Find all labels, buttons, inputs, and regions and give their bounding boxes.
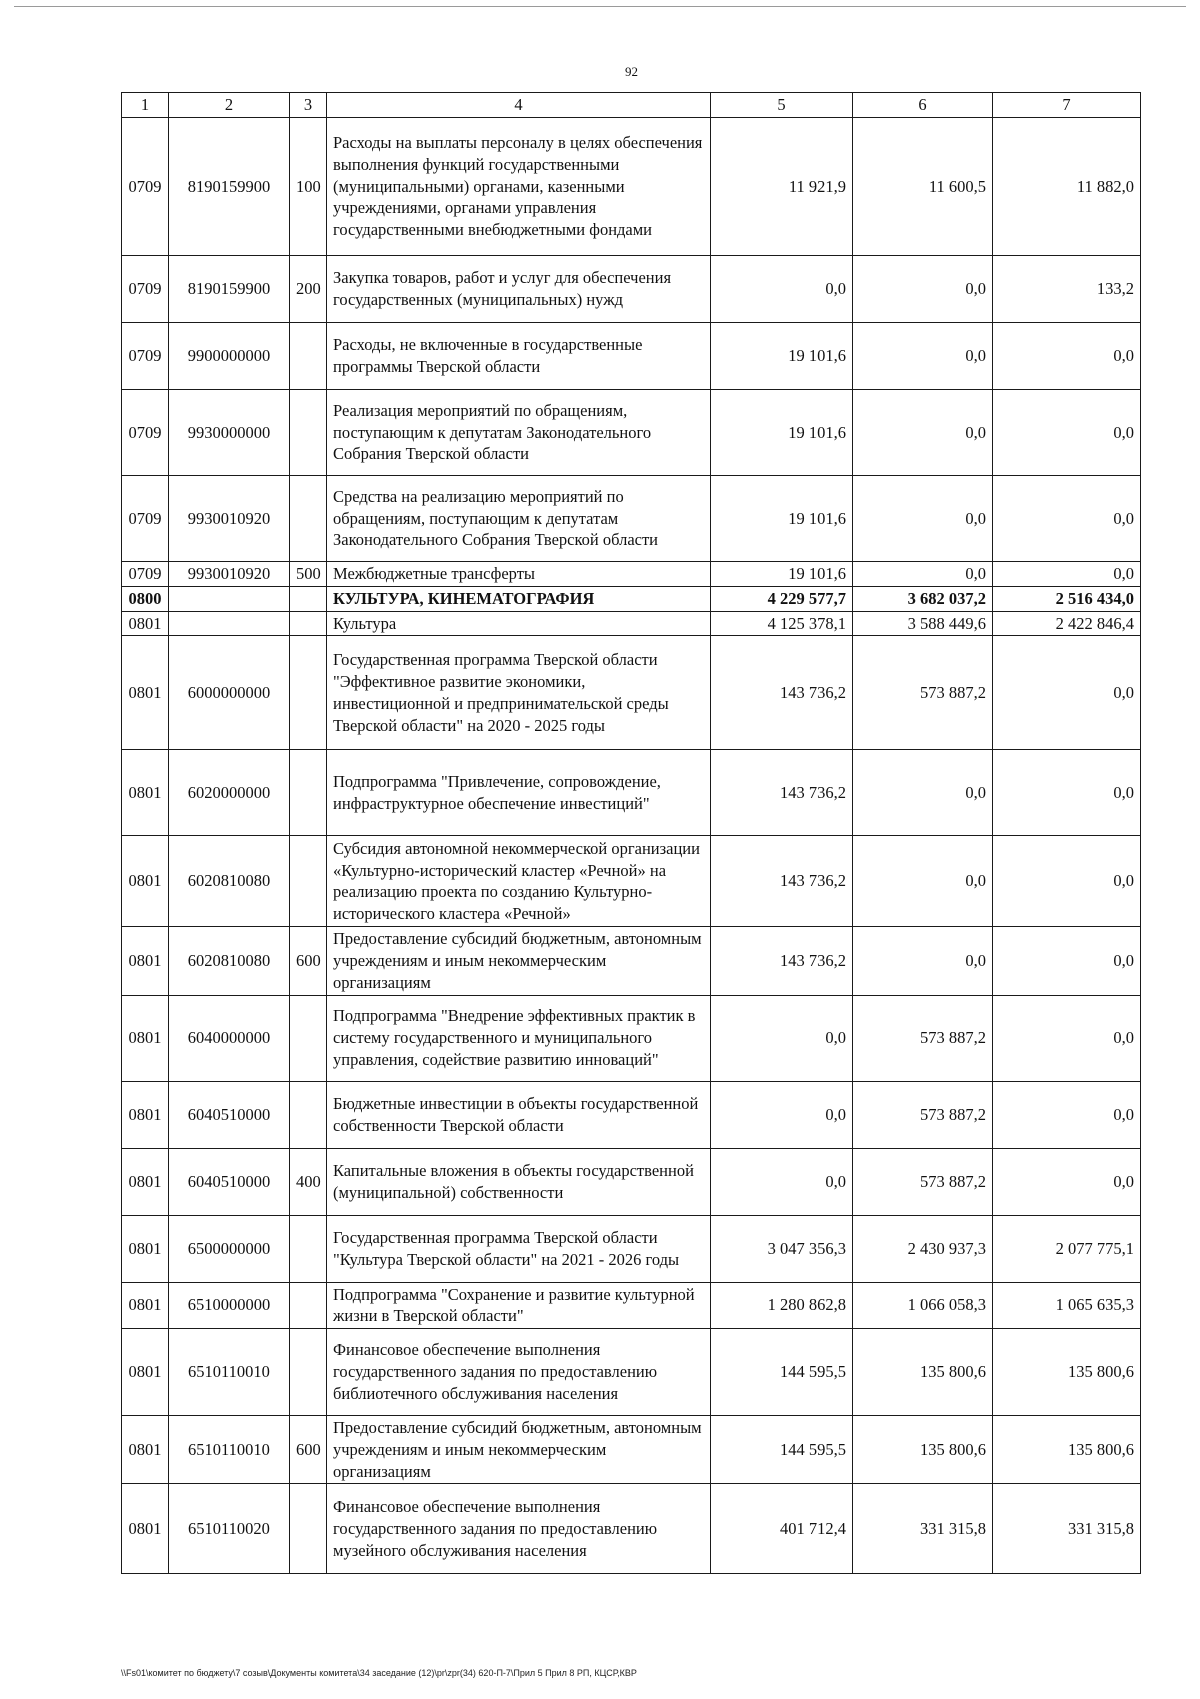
- item-name-cell: Предоставление субсидий бюджетным, автономным учреждениям и иным некоммерческим организациям: [327, 927, 711, 995]
- header-cell: 3: [290, 93, 327, 118]
- expense-type-cell: [290, 1215, 327, 1282]
- target-article-cell: 6040000000: [169, 995, 290, 1081]
- target-article-cell: 9900000000: [169, 323, 290, 390]
- amount-year1-cell: 19 101,6: [711, 323, 853, 390]
- amount-year2-cell: 1 066 058,3: [853, 1282, 993, 1329]
- amount-year3-cell: 11 882,0: [993, 118, 1141, 256]
- table-row: [122, 836, 1141, 927]
- expense-type-cell: 600: [290, 1416, 327, 1484]
- amount-year3-cell: 2 077 775,1: [993, 1215, 1141, 1282]
- expense-type-cell: [290, 1329, 327, 1416]
- amount-year2-cell: 573 887,2: [853, 995, 993, 1081]
- target-article-cell: 6020000000: [169, 750, 290, 836]
- header-cell: 1: [122, 93, 169, 118]
- table-row: [122, 995, 1141, 1081]
- amount-year1-cell: 19 101,6: [711, 476, 853, 562]
- amount-year1-cell: 143 736,2: [711, 836, 853, 927]
- expense-type-cell: 100: [290, 118, 327, 256]
- expense-type-cell: [290, 1282, 327, 1329]
- amount-year3-cell: 135 800,6: [993, 1416, 1141, 1484]
- target-article-cell: 9930000000: [169, 390, 290, 476]
- header-cell: 7: [993, 93, 1141, 118]
- table-row: [122, 1416, 1141, 1484]
- section-code-cell: 0801: [122, 636, 169, 750]
- expense-type-cell: 500: [290, 562, 327, 587]
- amount-year1-cell: 143 736,2: [711, 927, 853, 995]
- amount-year1-cell: 0,0: [711, 1081, 853, 1148]
- target-article-cell: 6020810080: [169, 836, 290, 927]
- amount-year3-cell: 133,2: [993, 256, 1141, 323]
- target-article-cell: 9930010920: [169, 562, 290, 587]
- target-article-cell: 9930010920: [169, 476, 290, 562]
- amount-year3-cell: 0,0: [993, 1148, 1141, 1215]
- item-name-cell: КУЛЬТУРА, КИНЕМАТОГРАФИЯ: [327, 586, 711, 611]
- amount-year3-cell: 0,0: [993, 390, 1141, 476]
- section-code-cell: 0709: [122, 118, 169, 256]
- amount-year3-cell: 0,0: [993, 323, 1141, 390]
- amount-year1-cell: 19 101,6: [711, 562, 853, 587]
- amount-year1-cell: 143 736,2: [711, 636, 853, 750]
- item-name-cell: Подпрограмма "Внедрение эффективных практик в систему государственного и муниципального управления, содействие развитию инноваций": [327, 995, 711, 1081]
- amount-year2-cell: 573 887,2: [853, 1148, 993, 1215]
- amount-year3-cell: 0,0: [993, 1081, 1141, 1148]
- amount-year3-cell: 0,0: [993, 636, 1141, 750]
- amount-year3-cell: 0,0: [993, 476, 1141, 562]
- table-row: [122, 1081, 1141, 1148]
- expense-type-cell: [290, 323, 327, 390]
- item-name-cell: Закупка товаров, работ и услуг для обеспечения государственных (муниципальных) нужд: [327, 256, 711, 323]
- target-article-cell: 6510110010: [169, 1416, 290, 1484]
- amount-year3-cell: 2 422 846,4: [993, 611, 1141, 636]
- section-code-cell: 0801: [122, 995, 169, 1081]
- item-name-cell: Подпрограмма "Сохранение и развитие культурной жизни в Тверской области": [327, 1282, 711, 1329]
- amount-year2-cell: 3 682 037,2: [853, 586, 993, 611]
- table-row: [122, 1148, 1141, 1215]
- section-code-cell: 0801: [122, 836, 169, 927]
- table-row: [122, 1215, 1141, 1282]
- amount-year1-cell: 144 595,5: [711, 1416, 853, 1484]
- file-path-footer: \\Fs01\комитет по бюджету\7 созыв\Документы комитета\34 заседание (12)\pr\zpr(34) 620-П-7\Прил 5 Прил 8 РП, КЦСР,КВР: [121, 1668, 637, 1678]
- amount-year3-cell: 0,0: [993, 995, 1141, 1081]
- section-code-cell: 0800: [122, 586, 169, 611]
- section-code-cell: 0709: [122, 476, 169, 562]
- amount-year1-cell: 1 280 862,8: [711, 1282, 853, 1329]
- expense-type-cell: [290, 836, 327, 927]
- table-row: [122, 636, 1141, 750]
- section-code-cell: 0801: [122, 750, 169, 836]
- amount-year2-cell: 331 315,8: [853, 1484, 993, 1574]
- item-name-cell: Расходы на выплаты персоналу в целях обеспечения выполнения функций государственными (муниципальными) органами, казенными учреждениями, органами управления государственными внебюджетными фондами: [327, 118, 711, 256]
- target-article-cell: 6500000000: [169, 1215, 290, 1282]
- target-article-cell: [169, 586, 290, 611]
- amount-year1-cell: 143 736,2: [711, 750, 853, 836]
- section-code-cell: 0709: [122, 256, 169, 323]
- amount-year2-cell: 0,0: [853, 927, 993, 995]
- item-name-cell: Государственная программа Тверской области "Эффективное развитие экономики, инвестиционной и предпринимательской среды Тверской области" на 2020 - 2025 годы: [327, 636, 711, 750]
- section-code-cell: 0801: [122, 611, 169, 636]
- item-name-cell: Межбюджетные трансферты: [327, 562, 711, 587]
- amount-year1-cell: 19 101,6: [711, 390, 853, 476]
- amount-year3-cell: 1 065 635,3: [993, 1282, 1141, 1329]
- item-name-cell: Государственная программа Тверской области "Культура Тверской области" на 2021 - 2026 годы: [327, 1215, 711, 1282]
- table-row: [122, 1484, 1141, 1574]
- expense-type-cell: 400: [290, 1148, 327, 1215]
- amount-year2-cell: 0,0: [853, 836, 993, 927]
- amount-year3-cell: 331 315,8: [993, 1484, 1141, 1574]
- target-article-cell: 6510000000: [169, 1282, 290, 1329]
- target-article-cell: 6040510000: [169, 1148, 290, 1215]
- amount-year1-cell: 4 229 577,7: [711, 586, 853, 611]
- amount-year1-cell: 0,0: [711, 1148, 853, 1215]
- expense-type-cell: [290, 1484, 327, 1574]
- table-row: [122, 118, 1141, 256]
- section-code-cell: 0709: [122, 562, 169, 587]
- section-code-cell: 0801: [122, 927, 169, 995]
- amount-year3-cell: 0,0: [993, 562, 1141, 587]
- expense-type-cell: [290, 390, 327, 476]
- section-code-cell: 0801: [122, 1215, 169, 1282]
- amount-year1-cell: 11 921,9: [711, 118, 853, 256]
- amount-year2-cell: 0,0: [853, 750, 993, 836]
- expense-type-cell: [290, 995, 327, 1081]
- amount-year1-cell: 0,0: [711, 256, 853, 323]
- target-article-cell: 8190159900: [169, 118, 290, 256]
- item-name-cell: Средства на реализацию мероприятий по обращениям, поступающим к депутатам Законодательного Собрания Тверской области: [327, 476, 711, 562]
- amount-year1-cell: 0,0: [711, 995, 853, 1081]
- amount-year2-cell: 11 600,5: [853, 118, 993, 256]
- amount-year3-cell: 0,0: [993, 927, 1141, 995]
- target-article-cell: 6040510000: [169, 1081, 290, 1148]
- table-row: [122, 611, 1141, 636]
- table-row: [122, 1282, 1141, 1329]
- header-cell: 4: [327, 93, 711, 118]
- amount-year2-cell: 135 800,6: [853, 1329, 993, 1416]
- target-article-cell: 6000000000: [169, 636, 290, 750]
- scan-top-border: [14, 6, 1186, 7]
- amount-year2-cell: 135 800,6: [853, 1416, 993, 1484]
- amount-year2-cell: 0,0: [853, 562, 993, 587]
- amount-year1-cell: 3 047 356,3: [711, 1215, 853, 1282]
- expense-type-cell: 600: [290, 927, 327, 995]
- expense-type-cell: [290, 636, 327, 750]
- expense-type-cell: [290, 586, 327, 611]
- amount-year2-cell: 0,0: [853, 476, 993, 562]
- section-code-cell: 0801: [122, 1329, 169, 1416]
- item-name-cell: Расходы, не включенные в государственные программы Тверской области: [327, 323, 711, 390]
- amount-year2-cell: 0,0: [853, 256, 993, 323]
- target-article-cell: 6020810080: [169, 927, 290, 995]
- header-cell: 6: [853, 93, 993, 118]
- amount-year2-cell: 0,0: [853, 390, 993, 476]
- expense-type-cell: [290, 611, 327, 636]
- target-article-cell: 8190159900: [169, 256, 290, 323]
- amount-year2-cell: 2 430 937,3: [853, 1215, 993, 1282]
- item-name-cell: Субсидия автономной некоммерческой организации «Культурно-исторический кластер «Речной» на реализацию проекта по созданию Культурно-исторического кластера «Речной»: [327, 836, 711, 927]
- section-code-cell: 0709: [122, 390, 169, 476]
- table-row: [122, 927, 1141, 995]
- amount-year3-cell: 0,0: [993, 836, 1141, 927]
- amount-year3-cell: 0,0: [993, 750, 1141, 836]
- header-cell: 5: [711, 93, 853, 118]
- expense-type-cell: [290, 750, 327, 836]
- amount-year1-cell: 144 595,5: [711, 1329, 853, 1416]
- item-name-cell: Реализация мероприятий по обращениям, поступающим к депутатам Законодательного Собрания Тверской области: [327, 390, 711, 476]
- expense-type-cell: [290, 476, 327, 562]
- section-code-cell: 0801: [122, 1081, 169, 1148]
- expense-type-cell: [290, 1081, 327, 1148]
- amount-year1-cell: 4 125 378,1: [711, 611, 853, 636]
- target-article-cell: [169, 611, 290, 636]
- page-number: 92: [625, 64, 638, 79]
- table-row: [122, 586, 1141, 611]
- header-cell: 2: [169, 93, 290, 118]
- table-row: [122, 750, 1141, 836]
- amount-year2-cell: 573 887,2: [853, 636, 993, 750]
- expense-type-cell: 200: [290, 256, 327, 323]
- target-article-cell: 6510110010: [169, 1329, 290, 1416]
- amount-year2-cell: 573 887,2: [853, 1081, 993, 1148]
- budget-table: [121, 92, 1141, 1574]
- item-name-cell: Финансовое обеспечение выполнения государственного задания по предоставлению библиотечного обслуживания населения: [327, 1329, 711, 1416]
- item-name-cell: Бюджетные инвестиции в объекты государственной собственности Тверской области: [327, 1081, 711, 1148]
- section-code-cell: 0709: [122, 323, 169, 390]
- amount-year3-cell: 135 800,6: [993, 1329, 1141, 1416]
- amount-year3-cell: 2 516 434,0: [993, 586, 1141, 611]
- amount-year1-cell: 401 712,4: [711, 1484, 853, 1574]
- column-number-header-row: [122, 93, 1141, 118]
- table-row: [122, 476, 1141, 562]
- table-row: [122, 562, 1141, 587]
- section-code-cell: 0801: [122, 1148, 169, 1215]
- item-name-cell: Финансовое обеспечение выполнения государственного задания по предоставлению музейного обслуживания населения: [327, 1484, 711, 1574]
- section-code-cell: 0801: [122, 1282, 169, 1329]
- table-row: [122, 323, 1141, 390]
- table-row: [122, 256, 1141, 323]
- table-row: [122, 390, 1141, 476]
- amount-year2-cell: 3 588 449,6: [853, 611, 993, 636]
- section-code-cell: 0801: [122, 1416, 169, 1484]
- target-article-cell: 6510110020: [169, 1484, 290, 1574]
- item-name-cell: Подпрограмма "Привлечение, сопровождение, инфраструктурное обеспечение инвестиций": [327, 750, 711, 836]
- section-code-cell: 0801: [122, 1484, 169, 1574]
- item-name-cell: Капитальные вложения в объекты государственной (муниципальной) собственности: [327, 1148, 711, 1215]
- item-name-cell: Предоставление субсидий бюджетным, автономным учреждениям и иным некоммерческим организациям: [327, 1416, 711, 1484]
- amount-year2-cell: 0,0: [853, 323, 993, 390]
- item-name-cell: Культура: [327, 611, 711, 636]
- table-row: [122, 1329, 1141, 1416]
